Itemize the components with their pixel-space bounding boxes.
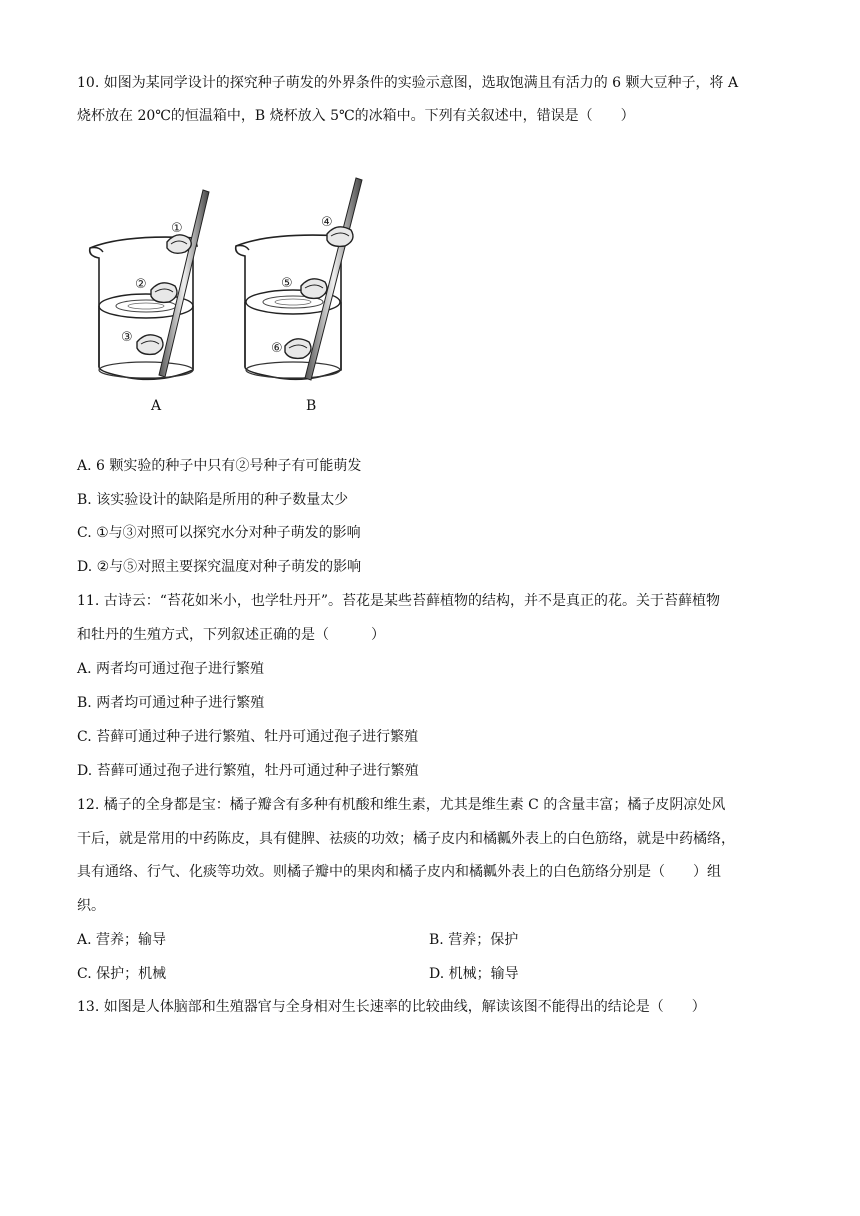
q11-option-d: D. 苔藓可通过孢子进行繁殖，牡丹可通过种子进行繁殖	[77, 763, 419, 779]
marker-4: ④	[321, 215, 333, 230]
q12-stem-line-1: 12. 橘子的全身都是宝：橘子瓣含有多种有机酸和维生素，尤其是维生素 C 的含量丰富；橘子皮阴凉处风	[77, 797, 726, 813]
q12-option-c: C. 保护；机械	[77, 966, 167, 982]
seed-3-icon	[137, 335, 163, 355]
q11-stem-line-1: 11. 古诗云：“苔花如米小，也学牡丹开”。苔花是某些苔藓植物的结构，并不是真正的花。关于苔藓植物	[77, 593, 721, 609]
q12-stem-line-2: 干后，就是常用的中药陈皮，具有健脾、祛痰的功效；橘子皮内和橘瓤外表上的白色筋络，就是中药橘络，	[77, 831, 735, 847]
seed-1-icon	[167, 235, 191, 254]
marker-6: ⑥	[271, 341, 283, 356]
marker-3: ③	[121, 330, 133, 345]
q10-stem-line-2: 烧杯放在 20℃的恒温箱中，B 烧杯放入 5℃的冰箱中。下列有关叙述中，错误是（ ）	[77, 108, 635, 124]
beaker-b-label: B	[306, 398, 317, 414]
q12-option-a: A. 营养；输导	[77, 932, 167, 948]
seed-6-icon	[285, 339, 311, 359]
seed-5-icon	[301, 279, 327, 299]
q10-option-c: C. ①与③对照可以探究水分对种子萌发的影响	[77, 525, 361, 541]
q12-stem-line-3: 具有通络、行气、化痰等功效。则橘子瓣中的果肉和橘子皮内和橘瓤外表上的白色筋络分别是（ ）组	[77, 864, 721, 880]
q12-option-b: B. 营养；保护	[429, 932, 519, 948]
beakers-illustration	[85, 172, 385, 422]
beaker-a	[90, 190, 209, 379]
q11-option-b: B. 两者均可通过种子进行繁殖	[77, 695, 265, 711]
beaker-a-label: A	[151, 398, 162, 414]
q10-option-d: D. ②与⑤对照主要探究温度对种子萌发的影响	[77, 559, 362, 575]
marker-2: ②	[135, 277, 147, 292]
q10-option-a: A. 6 颗实验的种子中只有②号种子有可能萌发	[77, 458, 362, 474]
beaker-experiment-figure	[85, 172, 385, 422]
q11-option-a: A. 两者均可通过孢子进行繁殖	[77, 661, 265, 677]
marker-1: ①	[171, 221, 183, 236]
q10-stem-line-1: 10. 如图为某同学设计的探究种子萌发的外界条件的实验示意图，选取饱满且有活力的 6 颗大豆种子，将 A	[77, 75, 739, 91]
q12-stem-line-4: 织。	[77, 898, 105, 914]
beaker-b	[236, 178, 362, 380]
q12-option-d: D. 机械；输导	[429, 966, 519, 982]
q10-option-b: B. 该实验设计的缺陷是所用的种子数量太少	[77, 492, 349, 508]
seed-2-icon	[151, 283, 177, 303]
q11-stem-line-2: 和牡丹的生殖方式，下列叙述正确的是（ ）	[77, 627, 385, 643]
q11-option-c: C. 苔藓可通过种子进行繁殖、牡丹可通过孢子进行繁殖	[77, 729, 419, 745]
marker-5: ⑤	[281, 276, 293, 291]
q13-stem-line-1: 13. 如图是人体脑部和生殖器官与全身相对生长速率的比较曲线，解读该图不能得出的结论是（ ）	[77, 999, 706, 1015]
